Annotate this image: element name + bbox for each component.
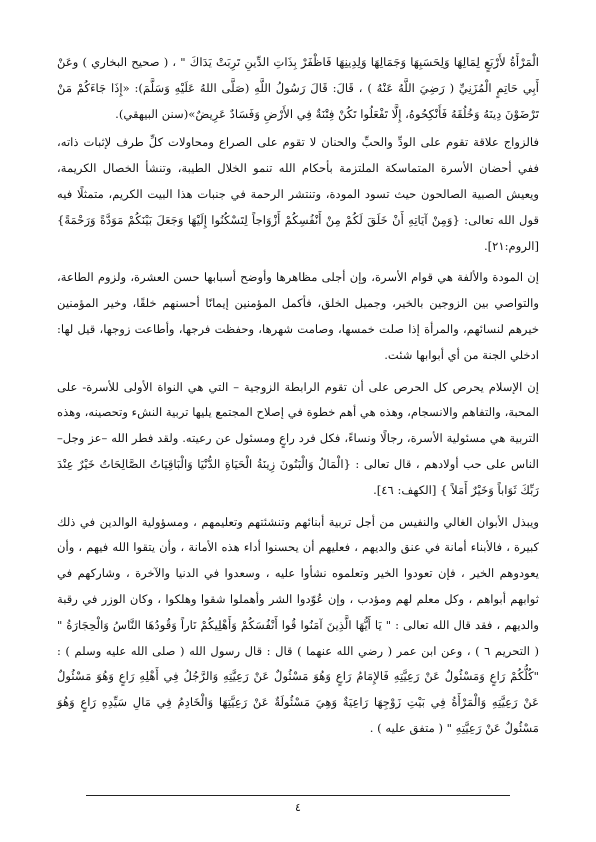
paragraph-parents-responsibility: ويبذل الأبوان الغالي والنفيس من أجل تربية أبنائهم وتنشئتهم وتعليمهم ، ومسؤولية الوالدين في ذلك كبيرة ، فالأبناء أمانة في عنق والديهم ، فعليهم أن يحسنوا أداء هذه الأمانة ، وأن يتقوا الله فيهم ، وأن يعودوهم الخير ، فإن تعودوا الخير وتعلموه نشأوا عليه ، وسعدوا في الدنيا والآخرة ، وشاركهم في ثوابهم أبواهم ، وكل معلم لهم ومؤدب ، وإن عُوّدوا الشر وأهملوا شقوا وهلكوا ، وكان الوزر في رقبة والديهم ، فقد قال الله تعالى : " يَا أَيُّهَا الَّذِينَ آمَنُوا قُوا أَنْفُسَكُمْ وَأَهْلِيكُمْ نَاراً وَقُودُهَا النَّاسُ وَالْحِجَارَةُ " ( التحريم ٦ ) ، وعن ابن عمر ( رضي الله عنهما ) قال : قال رسول الله ( صلى الله عليه وسلم ) : "كُلُّكُمْ رَاعٍ وَمَسْئُولٌ عَنْ رَعِيَّتِهِ فَالإِمَامُ رَاعٍ وَهُوَ مَسْئُولٌ عَنْ رَعِيَّتِهِ وَالرَّجُلُ فِي أَهْلِهِ رَاعٍ وَهُوَ مَسْئُولٌ عَنْ رَعِيَّتِهِ وَالْمَرْأَةُ فِي بَيْتِ زَوْجِهَا رَاعِيَةٌ وَهِيَ مَسْئُولَةٌ عَنْ رَعِيَّتِهَا وَالْخَادِمُ فِي مَالِ سَيِّدِهِ رَاعٍ وَهُوَ مَسْئُولٌ عَنْ رَعِيَّتِهِ " ( متفق عليه ) . xyxy=(57,514,539,735)
page-number: ٤ xyxy=(295,801,301,814)
paragraph-islam-family-bond: إن الإسلام يحرص كل الحرص على أن تقوم الرابطة الزوجية – التي هي النواة الأولى للأسرة- على المحبة، والتفاهم والانسجام، وهذه هي أهم خطوة في إصلاح المجتمع يليها تربية النشء وتحصينه، وهذه التربية هي مسئولية الأسرة، رجالًا ونساءً، فكل فرد راعٍ ومسئول عن رعيته. ولقد فطر الله –عز وجل– الناس على حب أولادهم ، قال تعالى : {الْمَالُ وَالْبَنُونَ زِينَةُ الْحَيَاةِ الدُّنْيَا وَالْبَاقِيَاتُ الصَّالِحَاتُ خَيْرٌ عِنْدَ رَبِّكَ ثَوَاباً وَخَيْرٌ أَمَلاً } [الكهف: ٤٦]. xyxy=(57,379,539,497)
paragraph-marriage-affection: فالزواج علاقة تقوم على الودِّ والحبِّ والحنان لا تقوم على الصراع ومحاولات كلِّ طرف لإثبات ذاته، ففي أحضان الأسرة المتماسكة الملتزمة بأحكام الله تنمو الخلال الطيبة، وتنشأ الخصال الكريمة، ويعيش الصبية الصالحون حيث تسود المودة، وتنتشر الرحمة في جنبات هذا البيت الكريم، متمثلًا فيه قول الله تعالى: {وَمِنْ آيَاتِهِ أَنْ خَلَقَ لَكُمْ مِنْ أَنْفُسِكُمْ أَزْوَاجاً لِتَسْكُنُوا إِلَيْهَا وَجَعَلَ بَيْنَكُمْ مَوَدَّةً وَرَحْمَةً} [الروم:٢١]. xyxy=(57,135,539,253)
paragraph-family-pillars: إن المودة والألفة هي قوام الأسرة، وإن أجلى مظاهرها وأوضح أسبابها حسن العشرة، ولزوم الطاعة، والتواصي بين الزوجين بالخير، وجميل الخلق، فأكمل المؤمنين إيمانًا أحسنهم خلقًا، وخير المؤمنين خيرهم لنسائهم، والمرأة إذا صلت خمسها، وصامت شهرها، وحفظت فرجها، وأطاعت زوجها، قيل لها: ادخلي الجنة من أي أبوابها شئت. xyxy=(57,270,539,362)
paragraph-hadith-marriage: الْمَرْأَةُ لأَرْبَعٍ لِمَالِهَا وَلِحَسَبِهَا وَجَمَالِهَا وَلِدِينِهَا فَاظْفَرْ بِذَاتِ الدِّينِ تَرِبَتْ يَدَاكَ " ، ( صحيح البخاري ) وعَنْ أَبِي حَاتِمٍ الْمُزَنِيِّ ( رَضِيَ اللَّهُ عَنْهُ ) ، قَالَ: قَالَ رَسُولُ اللَّهِ (صَلَّى اللهُ عَلَيْهِ وَسَلَّمَ): «إِذَا جَاءَكُمْ مَنْ تَرْضَوْنَ دِينَهُ وَخُلُقَهُ فَأَنْكِحُوهُ، إِلَّا تَفْعَلُوا تَكُنْ فِتْنَةٌ فِي الأَرْضِ وَفَسَادٌ عَرِيضٌ»(سنن البيهقي). xyxy=(57,55,539,121)
footer-rule xyxy=(86,795,510,796)
